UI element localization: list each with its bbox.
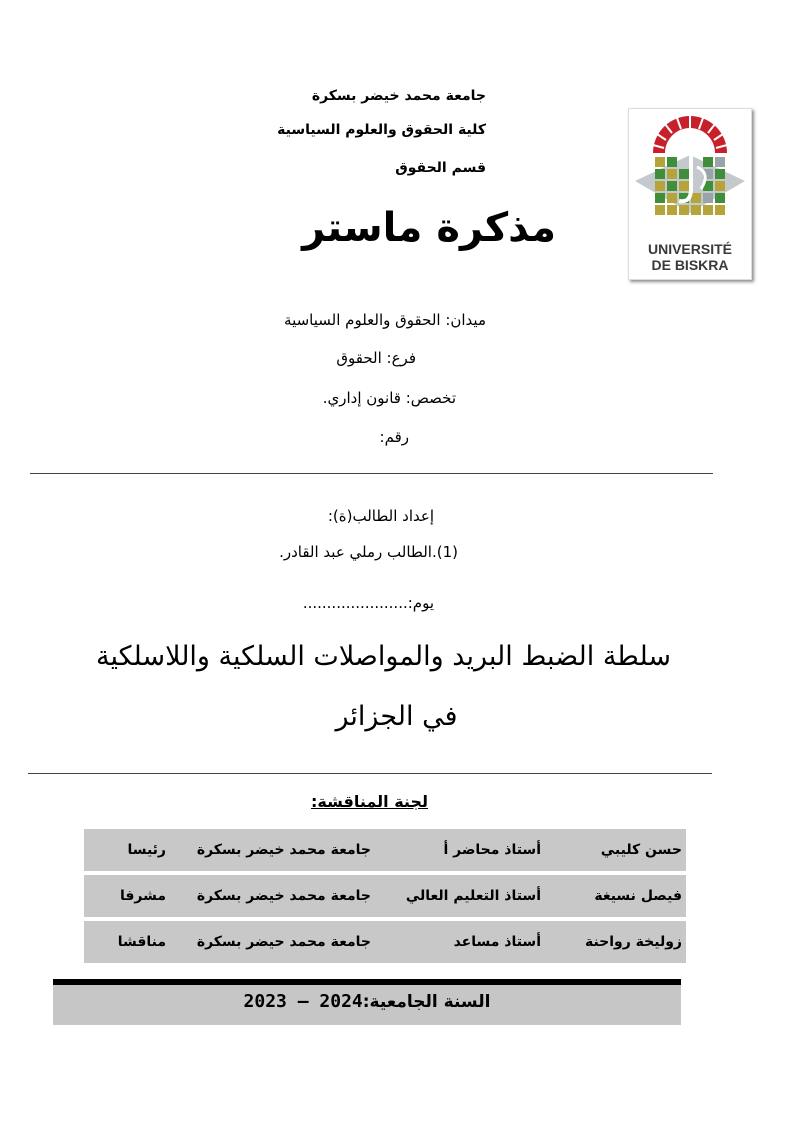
member-university: جامعة محمد حيضر بسكرة (196, 934, 371, 950)
field-branch: فرع: الحقوق (336, 349, 416, 367)
member-university: جامعة محمد خيضر بسكرة (196, 842, 371, 858)
divider-bottom (28, 773, 712, 774)
divider-top (30, 473, 713, 474)
subject-line1: سلطة الضبط البريد والمواصلات السلكية واللاسلكية (95, 641, 671, 672)
faculty-name: كلية الحقوق والعلوم السياسية (277, 122, 486, 138)
table-row (84, 921, 686, 963)
academic-year-value: 2023 – 2024 (243, 991, 363, 1012)
university-logo (628, 108, 752, 280)
defense-date (200, 594, 434, 612)
academic-year-top-rule (53, 979, 681, 985)
member-role: مشرفا (119, 888, 166, 904)
academic-year-label: السنة الجامعية: (362, 992, 491, 1012)
field-specialty: تخصص: قانون إداري. (322, 389, 456, 407)
thesis-title: مذكرة ماستر (302, 205, 556, 251)
student-heading: إعداد الطالب(ة): (327, 507, 434, 525)
date-dots: ...................... (302, 594, 408, 612)
member-name: زوليخة رواحنة (584, 934, 682, 950)
student-name: (1).الطالب رملي عبد القادر. (279, 543, 458, 561)
table-row (84, 829, 686, 871)
university-emblem-icon (629, 109, 751, 239)
logo-line2: DE BISKRA (651, 257, 729, 273)
department-name: قسم الحقوق (395, 160, 486, 176)
field-domain: ميدان: الحقوق والعلوم السياسية (284, 311, 486, 329)
member-role: مناقشا (117, 934, 166, 950)
academic-year (53, 991, 681, 1012)
member-rank: أستاذ محاضر أ (443, 842, 541, 858)
member-name: حسن كليبي (600, 842, 682, 858)
field-number: رقم: (379, 428, 409, 446)
university-name: جامعة محمد خيضر بسكرة (311, 88, 486, 104)
table-row (84, 875, 686, 917)
member-role: رئيسا (127, 842, 166, 858)
logo-line1: UNIVERSITÉ (647, 241, 732, 257)
member-rank: أستاذ مساعد (453, 934, 541, 950)
committee-title: لجنة المناقشة: (311, 792, 428, 811)
member-rank: أستاذ التعليم العالي (405, 888, 541, 904)
member-university: جامعة محمد خيضر بسكرة (196, 888, 371, 904)
committee-table (84, 829, 686, 967)
subject-line2: في الجزائر (335, 701, 458, 732)
date-label: يوم: (407, 594, 434, 612)
member-name: فيصل نسيغة (594, 888, 682, 904)
